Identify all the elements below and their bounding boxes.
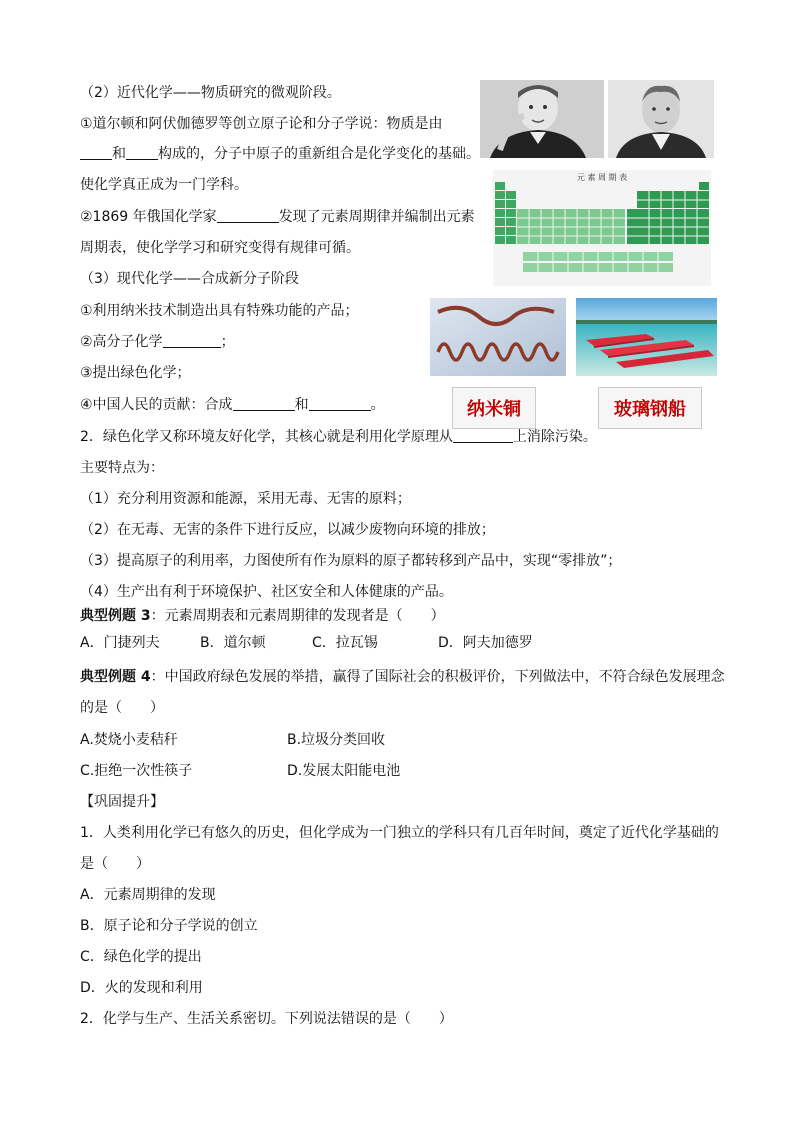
blank-chemist[interactable]	[217, 208, 279, 223]
fiberglass-boat-label: 玻璃钢船	[598, 387, 702, 429]
example3-text: ：元素周期表和元素周期律的发现者是（ ）	[150, 608, 445, 624]
example4-label: 典型例题 4	[80, 669, 151, 685]
green-intro-pre: 2．绿色化学又称环境友好化学，其核心就是利用化学原理从	[80, 429, 453, 445]
example3-option-d[interactable]: D．阿夫加德罗	[438, 635, 533, 651]
point2-pre-text: ②1869 年俄国化学家	[80, 209, 217, 225]
section3-heading: （3）现代化学——合成新分子阶段	[80, 271, 299, 287]
section2-point1-line3: 使化学真正成为一门学科。	[80, 177, 248, 193]
example3-option-b[interactable]: B．道尔顿	[200, 635, 266, 651]
item4-mid-text: 和	[294, 397, 309, 413]
item2-pre-text: ②高分子化学	[80, 334, 163, 350]
example4-option-d[interactable]: D.发展太阳能电池	[287, 763, 401, 779]
green-feature-2: （2）在无毒、无害的条件下进行反应，以减少废物向环境的排放；	[80, 522, 495, 538]
section3-item1: ①利用纳米技术制造出具有特殊功能的产品；	[80, 303, 359, 319]
example4-question-line1	[80, 668, 725, 686]
nano-copper-label: 纳米铜	[452, 387, 536, 429]
green-chem-intro	[80, 428, 597, 446]
item4-pre-text: ④中国人民的贡献：合成	[80, 397, 233, 413]
item2-post-text: ；	[220, 334, 235, 350]
q1-line2: 是（ ）	[80, 856, 150, 872]
example4-option-a[interactable]: A.焚烧小麦秸秆	[80, 732, 178, 748]
green-feature-4: （4）生产出有利于环境保护、社区安全和人体健康的产品。	[80, 584, 453, 600]
and-text: 和	[112, 146, 126, 162]
q1-option-c[interactable]: C．绿色化学的提出	[80, 949, 202, 965]
example4-option-b[interactable]: B.垃圾分类回收	[287, 732, 386, 748]
dalton-portrait-image	[480, 80, 604, 158]
blank-synth-1[interactable]	[233, 396, 295, 411]
q1-option-d[interactable]: D．火的发现和利用	[80, 980, 203, 996]
q2-question: 2．化学与生产、生活关系密切。下列说法错误的是（ ）	[80, 1011, 453, 1027]
example3-question	[80, 607, 445, 625]
section3-item4	[80, 396, 385, 414]
section3-item3: ③提出绿色化学；	[80, 365, 191, 381]
section2-point1-line2	[80, 145, 480, 163]
section2-point2-line1	[80, 208, 475, 226]
item4-post-text: 。	[370, 397, 385, 413]
green-feature-1: （1）充分利用资源和能源，采用无毒、无害的原料；	[80, 491, 411, 507]
green-features-title: 主要特点为：	[80, 460, 164, 476]
section2-point1-line1: ①道尔顿和阿伏伽德罗等创立原子论和分子学说：物质是由	[80, 116, 443, 132]
point1-rest-text: 构成的，分子中原子的重新组合是化学变化的基础。	[158, 146, 480, 162]
example3-option-a[interactable]: A．门捷列夫	[80, 635, 160, 651]
blank-polymer[interactable]	[163, 333, 221, 348]
example3-label: 典型例题 3	[80, 608, 151, 624]
q1-option-b[interactable]: B．原子论和分子学说的创立	[80, 918, 258, 934]
q1-option-a[interactable]: A．元素周期律的发现	[80, 887, 216, 903]
green-intro-post: 上消除污染。	[512, 429, 597, 445]
section2-point2-line2: 周期表，使化学学习和研究变得有规律可循。	[80, 240, 360, 256]
periodic-table-image	[493, 170, 711, 286]
periodic-table-title: 元 素 周 期 表	[576, 173, 628, 182]
blank-synth-2[interactable]	[309, 396, 371, 411]
example4-option-c[interactable]: C.拒绝一次性筷子	[80, 763, 193, 779]
point2-post-text: 发现了元素周期律并编制出元素	[278, 209, 475, 225]
blank-2[interactable]	[126, 145, 158, 160]
consolidate-title: 【巩固提升】	[80, 794, 164, 810]
blank-source[interactable]	[453, 428, 513, 443]
q1-line1: 1．人类利用化学已有悠久的历史，但化学成为一门独立的学科只有几百年时间，奠定了近代化学基础的	[80, 825, 719, 841]
green-feature-3: （3）提高原子的利用率，力图使所有作为原料的原子都转移到产品中，实现“零排放”；	[80, 553, 622, 569]
nano-copper-image	[430, 298, 566, 376]
section2-heading: （2）近代化学——物质研究的微观阶段。	[80, 85, 341, 101]
fiberglass-boat-image	[576, 298, 717, 376]
example4-question-line2: 的是（ ）	[80, 700, 164, 716]
example4-text: ：中国政府绿色发展的举措，赢得了国际社会的积极评价，下列做法中，不符合绿色发展理念	[150, 669, 725, 685]
blank-1[interactable]	[80, 145, 112, 160]
section3-item2	[80, 333, 235, 351]
example3-option-c[interactable]: C．拉瓦锡	[312, 635, 378, 651]
avogadro-portrait-image	[608, 80, 714, 158]
